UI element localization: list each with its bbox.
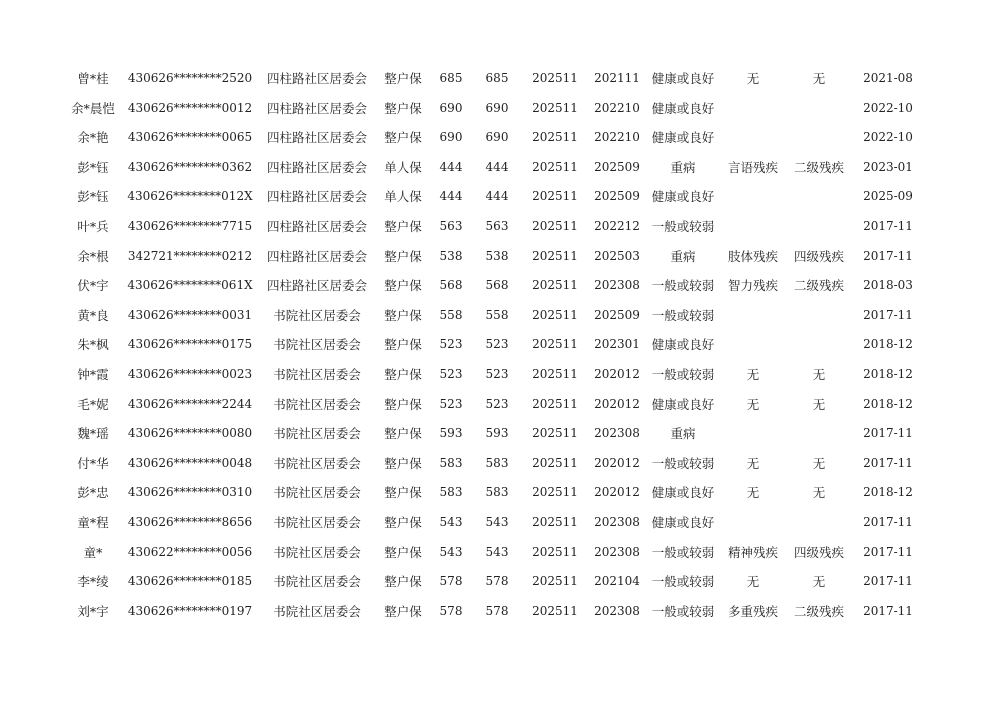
- amount-total-cell: 578: [485, 603, 509, 618]
- enroll-date-cell: 2018-12: [863, 366, 913, 381]
- start-month-cell: 202509: [594, 307, 640, 322]
- disability-level-cell: 无: [812, 485, 826, 501]
- health-status-cell: 健康或良好: [651, 71, 715, 86]
- current-month-cell: 202511: [532, 396, 578, 411]
- community-cell: 四柱路社区居委会: [266, 189, 368, 205]
- amount-cell: 523: [439, 337, 463, 352]
- id-number-cell: 430626********0065: [127, 130, 253, 145]
- disability-type-cell: 智力残疾: [727, 278, 779, 294]
- assistance-type-cell: 整户保: [384, 485, 422, 501]
- enroll-date-cell: 2018-12: [863, 396, 913, 411]
- disability-level-cell: 无: [812, 71, 826, 86]
- enroll-date-cell: 2018-12: [863, 485, 913, 500]
- health-status-cell: 一般或较弱: [651, 574, 715, 590]
- health-status-cell: 一般或较弱: [651, 218, 715, 234]
- community-cell: 四柱路社区居委会: [266, 278, 368, 294]
- assistance-type-cell: 整户保: [384, 307, 422, 323]
- enroll-date-cell: 2017-11: [863, 603, 913, 618]
- enroll-date-cell: 2017-11: [863, 544, 913, 559]
- id-number-cell: 430626********0048: [127, 455, 253, 470]
- table-row: [0, 153, 1000, 183]
- community-cell: 四柱路社区居委会: [266, 159, 368, 175]
- current-month-cell: 202511: [532, 159, 578, 174]
- amount-cell: 593: [439, 426, 463, 441]
- name-cell: 钟*霞: [77, 366, 109, 382]
- enroll-date-cell: 2018-03: [863, 278, 913, 293]
- id-number-cell: 430626********061X: [127, 278, 253, 293]
- start-month-cell: 202012: [594, 485, 640, 500]
- assistance-type-cell: 整户保: [384, 396, 422, 412]
- amount-total-cell: 523: [485, 366, 509, 381]
- health-status-cell: 健康或良好: [651, 396, 715, 412]
- id-number-cell: 430626********0362: [127, 159, 253, 174]
- id-number-cell: 430626********2244: [127, 396, 253, 411]
- current-month-cell: 202511: [532, 426, 578, 441]
- health-status-cell: 健康或良好: [651, 485, 715, 501]
- disability-level-cell: 无: [812, 574, 826, 590]
- name-cell: 毛*妮: [77, 396, 109, 412]
- assistance-type-cell: 整户保: [384, 278, 422, 294]
- current-month-cell: 202511: [532, 278, 578, 293]
- id-number-cell: 430626********0012: [127, 100, 253, 115]
- amount-total-cell: 563: [485, 218, 509, 233]
- health-status-cell: 健康或良好: [651, 100, 715, 116]
- start-month-cell: 202012: [594, 366, 640, 381]
- assistance-type-cell: 整户保: [384, 218, 422, 234]
- start-month-cell: 202308: [594, 514, 640, 529]
- table-row: [0, 360, 1000, 390]
- amount-cell: 568: [439, 278, 463, 293]
- amount-total-cell: 578: [485, 574, 509, 589]
- enroll-date-cell: 2022-10: [863, 100, 913, 115]
- enroll-date-cell: 2018-12: [863, 337, 913, 352]
- start-month-cell: 202308: [594, 603, 640, 618]
- start-month-cell: 202301: [594, 337, 640, 352]
- table-row: [0, 94, 1000, 124]
- amount-cell: 685: [439, 71, 463, 85]
- community-cell: 书院社区居委会: [273, 514, 361, 530]
- table-row: [0, 330, 1000, 360]
- current-month-cell: 202511: [532, 574, 578, 589]
- current-month-cell: 202511: [532, 307, 578, 322]
- disability-level-cell: 四级残疾: [793, 248, 845, 264]
- start-month-cell: 202012: [594, 396, 640, 411]
- enroll-date-cell: 2017-11: [863, 248, 913, 263]
- amount-total-cell: 523: [485, 396, 509, 411]
- name-cell: 余*根: [77, 248, 109, 264]
- name-cell: 叶*兵: [77, 218, 109, 234]
- community-cell: 四柱路社区居委会: [266, 218, 368, 234]
- amount-total-cell: 690: [485, 100, 509, 115]
- name-cell: 彭*忠: [77, 485, 109, 501]
- health-status-cell: 健康或良好: [651, 337, 715, 353]
- start-month-cell: 202104: [594, 574, 640, 589]
- id-number-cell: 430626********2520: [127, 71, 253, 85]
- assistance-type-cell: 整户保: [384, 248, 422, 264]
- enroll-date-cell: 2021-08: [863, 71, 913, 85]
- start-month-cell: 202210: [594, 100, 640, 115]
- health-status-cell: 健康或良好: [651, 130, 715, 146]
- disability-type-cell: 无: [746, 71, 760, 86]
- enroll-date-cell: 2017-11: [863, 218, 913, 233]
- id-number-cell: 430626********0197: [127, 603, 253, 618]
- current-month-cell: 202511: [532, 248, 578, 263]
- amount-total-cell: 543: [485, 514, 509, 529]
- amount-cell: 543: [439, 514, 463, 529]
- assistance-type-cell: 整户保: [384, 130, 422, 146]
- table-row: [0, 478, 1000, 508]
- name-cell: 李*绫: [77, 574, 109, 590]
- table-row: [0, 301, 1000, 331]
- current-month-cell: 202511: [532, 366, 578, 381]
- start-month-cell: 202308: [594, 278, 640, 293]
- table-row: [0, 538, 1000, 568]
- name-cell: 彭*钰: [77, 159, 109, 175]
- assistance-type-cell: 整户保: [384, 71, 422, 86]
- community-cell: 四柱路社区居委会: [266, 130, 368, 146]
- current-month-cell: 202511: [532, 71, 578, 85]
- community-cell: 书院社区居委会: [273, 396, 361, 412]
- health-status-cell: 重病: [670, 248, 696, 264]
- amount-total-cell: 543: [485, 544, 509, 559]
- disability-level-cell: 四级残疾: [793, 544, 845, 560]
- amount-cell: 558: [439, 307, 463, 322]
- start-month-cell: 202509: [594, 189, 640, 204]
- health-status-cell: 一般或较弱: [651, 278, 715, 294]
- enroll-date-cell: 2017-11: [863, 455, 913, 470]
- community-cell: 书院社区居委会: [273, 544, 361, 560]
- amount-cell: 690: [439, 130, 463, 145]
- start-month-cell: 202308: [594, 426, 640, 441]
- amount-total-cell: 568: [485, 278, 509, 293]
- amount-cell: 583: [439, 455, 463, 470]
- amount-total-cell: 538: [485, 248, 509, 263]
- amount-total-cell: 444: [485, 189, 509, 204]
- table-row: [0, 567, 1000, 597]
- disability-type-cell: 无: [746, 455, 760, 471]
- start-month-cell: 202212: [594, 218, 640, 233]
- enroll-date-cell: 2017-11: [863, 307, 913, 322]
- health-status-cell: 一般或较弱: [651, 544, 715, 560]
- start-month-cell: 202308: [594, 544, 640, 559]
- enroll-date-cell: 2017-11: [863, 426, 913, 441]
- amount-total-cell: 583: [485, 455, 509, 470]
- enroll-date-cell: 2022-10: [863, 130, 913, 145]
- id-number-cell: 430626********0031: [127, 307, 253, 322]
- assistance-type-cell: 单人保: [384, 189, 422, 205]
- table-row: [0, 597, 1000, 627]
- amount-cell: 523: [439, 366, 463, 381]
- community-cell: 四柱路社区居委会: [266, 248, 368, 264]
- assistance-type-cell: 整户保: [384, 544, 422, 560]
- health-status-cell: 重病: [670, 426, 696, 442]
- current-month-cell: 202511: [532, 189, 578, 204]
- name-cell: 魏*瑶: [77, 426, 109, 442]
- current-month-cell: 202511: [532, 337, 578, 352]
- current-month-cell: 202511: [532, 514, 578, 529]
- amount-cell: 543: [439, 544, 463, 559]
- community-cell: 书院社区居委会: [273, 337, 361, 353]
- table-row: [0, 449, 1000, 479]
- name-cell: 余*艳: [77, 130, 109, 146]
- assistance-type-cell: 单人保: [384, 159, 422, 175]
- community-cell: 四柱路社区居委会: [266, 100, 368, 116]
- table-row: [0, 64, 1000, 94]
- table-row: [0, 508, 1000, 538]
- current-month-cell: 202511: [532, 544, 578, 559]
- name-cell: 童*程: [77, 514, 109, 530]
- disability-type-cell: 言语残疾: [727, 159, 779, 175]
- disability-level-cell: 无: [812, 455, 826, 471]
- table-row: [0, 271, 1000, 301]
- id-number-cell: 430626********0023: [127, 366, 253, 381]
- table-row: [0, 212, 1000, 242]
- assistance-type-cell: 整户保: [384, 574, 422, 590]
- name-cell: 朱*枫: [77, 337, 109, 353]
- health-status-cell: 一般或较弱: [651, 455, 715, 471]
- current-month-cell: 202511: [532, 603, 578, 618]
- amount-cell: 583: [439, 485, 463, 500]
- health-status-cell: 重病: [670, 159, 696, 175]
- community-cell: 书院社区居委会: [273, 366, 361, 382]
- start-month-cell: 202111: [594, 71, 640, 85]
- disability-level-cell: 二级残疾: [793, 159, 845, 175]
- disability-type-cell: 无: [746, 574, 760, 590]
- current-month-cell: 202511: [532, 100, 578, 115]
- amount-total-cell: 523: [485, 337, 509, 352]
- id-number-cell: 430622********0056: [127, 544, 253, 559]
- amount-cell: 578: [439, 574, 463, 589]
- id-number-cell: 430626********0080: [127, 426, 253, 441]
- disability-level-cell: 无: [812, 396, 826, 412]
- amount-cell: 444: [439, 159, 463, 174]
- assistance-type-cell: 整户保: [384, 603, 422, 619]
- community-cell: 四柱路社区居委会: [266, 71, 368, 86]
- amount-cell: 578: [439, 603, 463, 618]
- enroll-date-cell: 2017-11: [863, 574, 913, 589]
- disability-type-cell: 肢体残疾: [727, 248, 779, 264]
- disability-type-cell: 无: [746, 396, 760, 412]
- amount-total-cell: 558: [485, 307, 509, 322]
- community-cell: 书院社区居委会: [273, 485, 361, 501]
- table-row: [0, 242, 1000, 272]
- health-status-cell: 一般或较弱: [651, 603, 715, 619]
- data-table: [0, 64, 1000, 626]
- assistance-type-cell: 整户保: [384, 426, 422, 442]
- id-number-cell: 430626********0175: [127, 337, 253, 352]
- id-number-cell: 430626********0310: [127, 485, 253, 500]
- amount-cell: 538: [439, 248, 463, 263]
- start-month-cell: 202509: [594, 159, 640, 174]
- id-number-cell: 430626********7715: [127, 218, 253, 233]
- assistance-type-cell: 整户保: [384, 455, 422, 471]
- table-row: [0, 390, 1000, 420]
- assistance-type-cell: 整户保: [384, 100, 422, 116]
- amount-cell: 444: [439, 189, 463, 204]
- disability-level-cell: 二级残疾: [793, 603, 845, 619]
- health-status-cell: 健康或良好: [651, 189, 715, 205]
- enroll-date-cell: 2025-09: [863, 189, 913, 204]
- current-month-cell: 202511: [532, 455, 578, 470]
- disability-type-cell: 无: [746, 485, 760, 501]
- health-status-cell: 一般或较弱: [651, 307, 715, 323]
- name-cell: 付*华: [77, 455, 109, 471]
- table-row: [0, 182, 1000, 212]
- name-cell: 曾*桂: [77, 71, 109, 86]
- amount-cell: 690: [439, 100, 463, 115]
- amount-total-cell: 583: [485, 485, 509, 500]
- amount-total-cell: 444: [485, 159, 509, 174]
- id-number-cell: 342721********0212: [127, 248, 253, 263]
- start-month-cell: 202503: [594, 248, 640, 263]
- start-month-cell: 202012: [594, 455, 640, 470]
- assistance-type-cell: 整户保: [384, 366, 422, 382]
- id-number-cell: 430626********012X: [127, 189, 253, 204]
- community-cell: 书院社区居委会: [273, 603, 361, 619]
- id-number-cell: 430626********8656: [127, 514, 253, 529]
- name-cell: 彭*钰: [77, 189, 109, 205]
- health-status-cell: 一般或较弱: [651, 366, 715, 382]
- community-cell: 书院社区居委会: [273, 307, 361, 323]
- current-month-cell: 202511: [532, 130, 578, 145]
- name-cell: 刘*宇: [77, 603, 109, 619]
- amount-total-cell: 593: [485, 426, 509, 441]
- name-cell: 伏*宇: [77, 278, 109, 294]
- assistance-type-cell: 整户保: [384, 514, 422, 530]
- name-cell: 童*: [83, 544, 103, 560]
- community-cell: 书院社区居委会: [273, 455, 361, 471]
- disability-level-cell: 无: [812, 366, 826, 382]
- current-month-cell: 202511: [532, 485, 578, 500]
- health-status-cell: 健康或良好: [651, 514, 715, 530]
- name-cell: 余*晨恺: [71, 100, 115, 116]
- community-cell: 书院社区居委会: [273, 426, 361, 442]
- disability-type-cell: 多重残疾: [727, 603, 779, 619]
- table-row: [0, 123, 1000, 153]
- amount-cell: 523: [439, 396, 463, 411]
- community-cell: 书院社区居委会: [273, 574, 361, 590]
- name-cell: 黄*良: [77, 307, 109, 323]
- amount-total-cell: 685: [485, 71, 509, 85]
- disability-level-cell: 二级残疾: [793, 278, 845, 294]
- enroll-date-cell: 2017-11: [863, 514, 913, 529]
- amount-total-cell: 690: [485, 130, 509, 145]
- start-month-cell: 202210: [594, 130, 640, 145]
- id-number-cell: 430626********0185: [127, 574, 253, 589]
- enroll-date-cell: 2023-01: [863, 159, 913, 174]
- assistance-type-cell: 整户保: [384, 337, 422, 353]
- disability-type-cell: 精神残疾: [727, 544, 779, 560]
- amount-cell: 563: [439, 218, 463, 233]
- table-row: [0, 419, 1000, 449]
- current-month-cell: 202511: [532, 218, 578, 233]
- disability-type-cell: 无: [746, 366, 760, 382]
